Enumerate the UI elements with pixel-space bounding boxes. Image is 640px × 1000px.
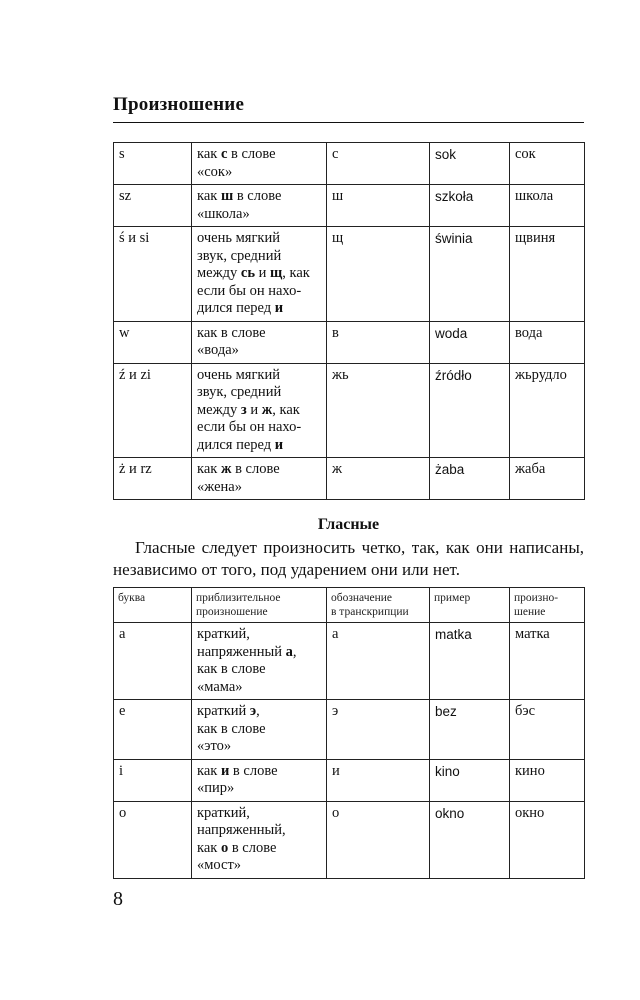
page-header-title: Произношение bbox=[113, 94, 245, 115]
header-example: пример bbox=[430, 588, 510, 623]
consonant-letter-cell: ś и si bbox=[114, 227, 192, 322]
consonant-letter-cell: w bbox=[114, 321, 192, 363]
vowel-example-cell: matka bbox=[430, 623, 510, 700]
consonant-letter-cell: s bbox=[114, 143, 192, 185]
consonant-description-cell: как в слове «вода» bbox=[192, 321, 327, 363]
consonant-example-cell: źródło bbox=[430, 363, 510, 458]
consonant-row bbox=[114, 143, 585, 185]
consonant-example-cell: świnia bbox=[430, 227, 510, 322]
consonant-pronunciation-cell: вода bbox=[510, 321, 585, 363]
consonant-transcription-cell: с bbox=[327, 143, 430, 185]
consonant-pronunciation-cell: жаба bbox=[510, 458, 585, 500]
vowel-description-cell: краткий, напряженный а, как в слове «мама» bbox=[192, 623, 327, 700]
consonant-letter-cell: ź и zi bbox=[114, 363, 192, 458]
consonant-row bbox=[114, 458, 585, 500]
vowel-description-cell: как и в слове «пир» bbox=[192, 759, 327, 801]
consonants-table bbox=[113, 142, 585, 500]
consonant-example-cell: woda bbox=[430, 321, 510, 363]
vowel-row bbox=[114, 700, 585, 760]
consonant-row bbox=[114, 363, 585, 458]
vowel-letter-cell: i bbox=[114, 759, 192, 801]
vowels-table-body bbox=[114, 623, 585, 879]
consonant-description-cell: очень мягкий звук, средний между сь и щ, как если бы он нахо- дился перед и bbox=[192, 227, 327, 322]
consonant-letter-cell: ż и rz bbox=[114, 458, 192, 500]
vowel-pronunciation-cell: кино bbox=[510, 759, 585, 801]
header-approx-pronunciation: приблизительное произношение bbox=[192, 588, 327, 623]
vowel-row bbox=[114, 801, 585, 878]
vowel-example-cell: okno bbox=[430, 801, 510, 878]
vowel-pronunciation-cell: бэс bbox=[510, 700, 585, 760]
vowel-example-cell: kino bbox=[430, 759, 510, 801]
vowel-letter-cell: a bbox=[114, 623, 192, 700]
consonants-table-body bbox=[114, 143, 585, 500]
consonant-description-cell: как ж в слове «жена» bbox=[192, 458, 327, 500]
consonant-transcription-cell: ж bbox=[327, 458, 430, 500]
vowels-intro-paragraph: Гласные следует произносить четко, так, как они написаны, независимо от того, под ударением они или нет. bbox=[113, 538, 584, 579]
consonant-pronunciation-cell: жьрудло bbox=[510, 363, 585, 458]
consonant-example-cell: szkoła bbox=[430, 185, 510, 227]
vowel-row bbox=[114, 759, 585, 801]
consonant-transcription-cell: в bbox=[327, 321, 430, 363]
vowel-transcription-cell: а bbox=[327, 623, 430, 700]
page-number: 8 bbox=[113, 888, 123, 910]
vowel-example-cell: bez bbox=[430, 700, 510, 760]
vowels-table-header-row bbox=[114, 588, 585, 623]
consonant-description-cell: очень мягкий звук, средний между з и ж, как если бы он нахо- дился перед и bbox=[192, 363, 327, 458]
vowel-pronunciation-cell: окно bbox=[510, 801, 585, 878]
consonant-example-cell: sok bbox=[430, 143, 510, 185]
consonant-description-cell: как с в слове «сок» bbox=[192, 143, 327, 185]
vowel-pronunciation-cell: матка bbox=[510, 623, 585, 700]
vowel-description-cell: краткий э, как в слове «это» bbox=[192, 700, 327, 760]
consonant-letter-cell: sz bbox=[114, 185, 192, 227]
vowel-transcription-cell: и bbox=[327, 759, 430, 801]
consonant-pronunciation-cell: школа bbox=[510, 185, 585, 227]
vowel-transcription-cell: о bbox=[327, 801, 430, 878]
header-divider bbox=[113, 122, 584, 123]
consonant-transcription-cell: жь bbox=[327, 363, 430, 458]
consonant-row bbox=[114, 227, 585, 322]
header-pronunciation: произно- шение bbox=[510, 588, 585, 623]
consonant-description-cell: как ш в слове «школа» bbox=[192, 185, 327, 227]
consonant-transcription-cell: щ bbox=[327, 227, 430, 322]
vowels-section-title: Гласные bbox=[317, 516, 380, 533]
vowels-table bbox=[113, 587, 585, 879]
consonant-pronunciation-cell: щвиня bbox=[510, 227, 585, 322]
vowel-letter-cell: o bbox=[114, 801, 192, 878]
header-letter: буква bbox=[114, 588, 192, 623]
consonant-transcription-cell: ш bbox=[327, 185, 430, 227]
consonant-row bbox=[114, 321, 585, 363]
vowel-letter-cell: e bbox=[114, 700, 192, 760]
consonant-row bbox=[114, 185, 585, 227]
consonant-pronunciation-cell: сок bbox=[510, 143, 585, 185]
header-transcription: обозначение в транскрипции bbox=[327, 588, 430, 623]
vowel-row bbox=[114, 623, 585, 700]
consonant-example-cell: żaba bbox=[430, 458, 510, 500]
vowel-transcription-cell: э bbox=[327, 700, 430, 760]
vowel-description-cell: краткий, напряженный, как о в слове «мост» bbox=[192, 801, 327, 878]
